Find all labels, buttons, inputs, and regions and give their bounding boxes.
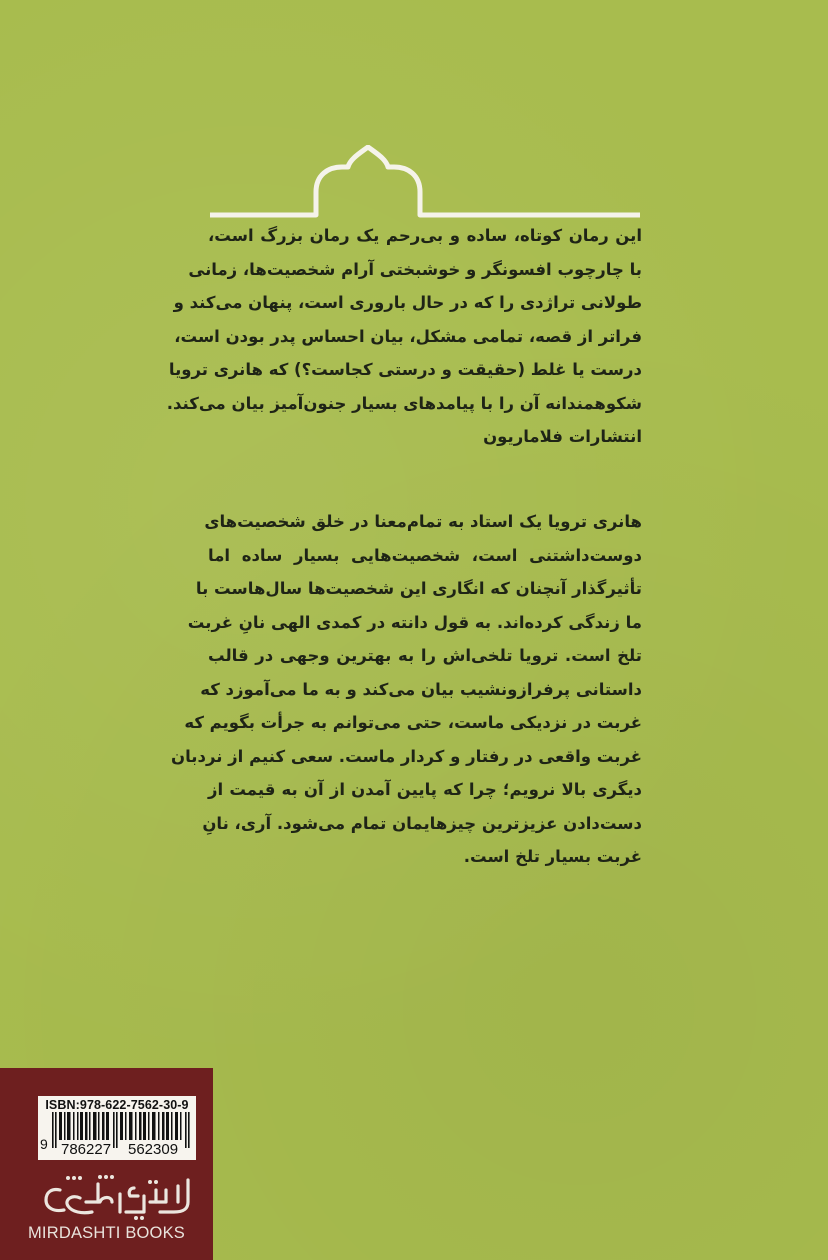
- blurb-line: درست یا غلط (حقیقت و درستی کجاست؟) که هانری ترویا: [168, 360, 642, 379]
- blurb-line: دوست‌داشتنی است، شخصیت‌هایی بسیار ساده اما: [208, 545, 642, 565]
- blurb-line: دیگری بالا نرویم؛ چرا که پایین آمدن از آن به قیمت از: [208, 780, 642, 799]
- blurb-line: فراتر از قصه، تمامی مشکل، بیان احساس پدر بودن است،: [174, 326, 642, 346]
- barcode-left-digits: 786227: [61, 1141, 112, 1158]
- blurb-line: این رمان کوتاه، ساده و بی‌رحم یک رمان بزرگ است،: [208, 226, 642, 245]
- blurb-line: تلخ است. ترویا تلخی‌اش را به بهترین وجهی در قالب: [208, 646, 642, 665]
- publisher-attribution: انتشارات فلاماریون: [483, 427, 642, 446]
- isbn-label: ISBN:978-622-7562-30-9: [45, 1098, 189, 1112]
- blurb-paragraph-2: [171, 505, 642, 874]
- blurb-line: داستانی پرفرازونشیب بیان می‌کند و به ما می‌آموزد که: [200, 679, 642, 699]
- blurb-line: با چارچوب افسونگر و خوشبختی آرام شخصیت‌ها، زمانی: [188, 259, 642, 279]
- blurb-line: غربت بسیار تلخ است.: [463, 847, 642, 866]
- blurb-line: دست‌دادن عزیزترین چیزهایمان تمام می‌شود. آری، نانِ: [202, 813, 642, 833]
- mirdashti-logo-icon: [38, 1172, 198, 1220]
- publisher-name: MIRDASHTI BOOKS: [27, 1224, 186, 1242]
- isbn-barcode: [38, 1096, 196, 1160]
- barcode-first-digit: 9: [40, 1136, 48, 1152]
- blurb-line: تأثیرگذار آنچنان که انگاری این شخصیت‌ها سال‌هاست با: [195, 579, 642, 598]
- blurb-line: هانری ترویا یک استاد به تمام‌معنا در خلق شخصیت‌های: [204, 512, 642, 531]
- blurb-line: ما زندگی کرده‌اند. به قول دانته در کمدی الهی نانِ غربت: [187, 612, 642, 632]
- blurb-paragraph-1: [166, 219, 642, 454]
- blurb-line: شکوهمندانه آن را با پیامدهای بسیار جنون‌آمیز بیان می‌کند.: [166, 393, 642, 413]
- publisher-imprint-panel: [0, 1068, 213, 1260]
- blurb-line: طولانی تراژدی را که در حال باروری است، پنهان می‌کند و: [173, 293, 642, 312]
- dome-divider-icon: [210, 145, 640, 220]
- blurb-line: غربت در نزدیکی ماست، حتی می‌توانم به جرأت بگویم که: [184, 713, 642, 732]
- barcode-right-digits: 562309: [128, 1141, 179, 1158]
- blurb-line: غربت واقعی در رفتار و کردار ماست. سعی کنیم از نردبان: [171, 746, 642, 766]
